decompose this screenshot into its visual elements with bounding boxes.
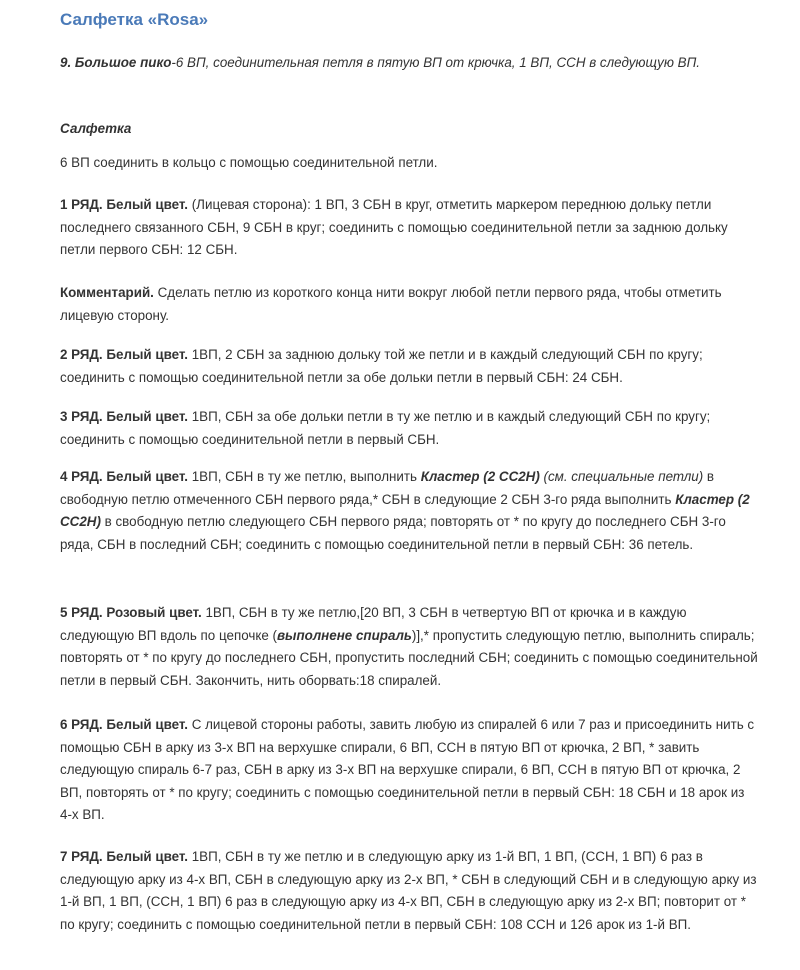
cluster-term-1: Кластер (2 СС2Н) — [420, 469, 540, 484]
cluster-term-2: Кластер (2 СС2Н) — [60, 491, 750, 529]
comment-text: Сделать петлю из короткого конца нити вокруг любой петли первого ряда, чтобы отметить лицевую сторону. — [60, 285, 722, 323]
row-4-heading: 4 РЯД. Белый цвет. — [60, 469, 188, 484]
row-4-paragraph — [60, 466, 758, 556]
row-5-text-1: 1ВП, СБН в ту же петлю,[20 ВП, 3 СБН в четвертую ВП от крючка и в каждую следующую ВП вдоль по цепочке ( — [60, 605, 687, 643]
page-title: Салфетка «Rosa» — [60, 10, 209, 29]
paragraph-large-picot — [60, 52, 758, 75]
row-4-text-1: 1ВП, СБН в ту же петлю, выполнить — [188, 469, 421, 484]
special-stitches-note: (см. специальные петли) — [539, 469, 704, 484]
comment-heading: Комментарий. — [60, 285, 154, 300]
row-4-text-2: в свободную петлю отмеченного СБН первого ряда,* СБН в следующие 2 СБН 3-го ряда выполнить — [60, 469, 715, 507]
spiral-term: выполнене спираль — [276, 627, 412, 643]
row-6-text: С лицевой стороны работы, завить любую из спиралей 6 или 7 раз и присоединить нить с помощью СБН в арку из 3-х ВП на верхушке спирали, 6 ВП, ССН в пятую ВП от крючка, 2 ВП, * завить следующую спираль 6-7 раз, СБН в арку из 3-х ВП на верхушке спирали, 6 ВП, ССН в пятую ВП от крючка, 2 ВП, повторять от * по кругу; соединить с помощью соединительной петли в первый СБН: 18 СБН и 18 арок из 4-х ВП. — [60, 717, 755, 822]
row-6-heading: 6 РЯД. Белый цвет. — [60, 717, 188, 732]
comment-paragraph — [60, 282, 758, 327]
row-3-paragraph — [60, 406, 758, 451]
row-7-text: 1ВП, СБН в ту же петлю и в следующую арку из 1-й ВП, 1 ВП, (ССН, 1 ВП) 6 раз в следующую арку из 4-х ВП, СБН в следующую арку из 2-х ВП, * СБН в следующий СБН и в следующую арку из 1-й ВП, 1 ВП, (ССН, 1 ВП) 6 раз в следующую арку из 4-х ВП, СБН в следующую арку из 2-х ВП; повторит от * по кругу; соединить с помощью соединительной петли в первый СБН: 108 ССН и 126 арок из 1-й ВП. — [60, 849, 757, 932]
row-4-text-3: в свободную петлю следующего СБН первого ряда; повторять от * по кругу до последнего СБН 3-го ряда, СБН в последний СБН; соединить с помощью соединительной петли в первый СБН: 36 петель. — [60, 514, 726, 552]
row-1-paragraph — [60, 194, 758, 262]
row-1-text: (Лицевая сторона): 1 ВП, 3 СБН в круг, отметить маркером переднюю дольку петли последнего связанного СБН, 9 СБН в круг; соединить с помощью соединительной петли за заднюю дольку петли первого СБН: 12 СБН. — [60, 197, 728, 257]
row-5-text-2: )],* пропустить следующую петлю, выполнить спираль; повторять от * по кругу до последнего СБН, пропустить последний СБН; соединить с помощью соединительной петли в первый СБН. Закончить, нить оборвать:18 спиралей. — [60, 627, 758, 688]
row-1-heading: 1 РЯД. Белый цвет. — [60, 197, 188, 212]
row-7-paragraph — [60, 846, 758, 936]
row-2-paragraph — [60, 344, 758, 389]
row-2-text: 1ВП, 2 СБН за заднюю дольку той же петли и в каждый следующий СБН по кругу; соединить с помощью соединительной петли за обе дольки петли в первый СБН: 24 СБН. — [60, 347, 703, 385]
row-7-heading: 7 РЯД. Белый цвет. — [60, 849, 188, 864]
row-3-text: 1ВП, СБН за обе дольки петли в ту же петлю и в каждый следующий СБН по кругу; соединить с помощью соединительной петли в первый СБН. — [60, 409, 711, 447]
section-heading: Салфетка — [60, 121, 132, 136]
large-picot-text: -6 ВП, соединительная петля в пятую ВП от крючка, 1 ВП, ССН в следующую ВП. — [171, 55, 701, 70]
row-5-paragraph — [60, 602, 758, 692]
row-3-heading: 3 РЯД. Белый цвет. — [60, 409, 188, 424]
intro-text: 6 ВП соединить в кольцо с помощью соединительной петли. — [60, 155, 438, 170]
row-5-heading: 5 РЯД. Розовый цвет. — [60, 605, 202, 620]
row-2-heading: 2 РЯД. Белый цвет. — [60, 347, 188, 362]
large-picot-heading: 9. Большое пико — [60, 55, 172, 70]
row-6-paragraph — [60, 714, 758, 827]
